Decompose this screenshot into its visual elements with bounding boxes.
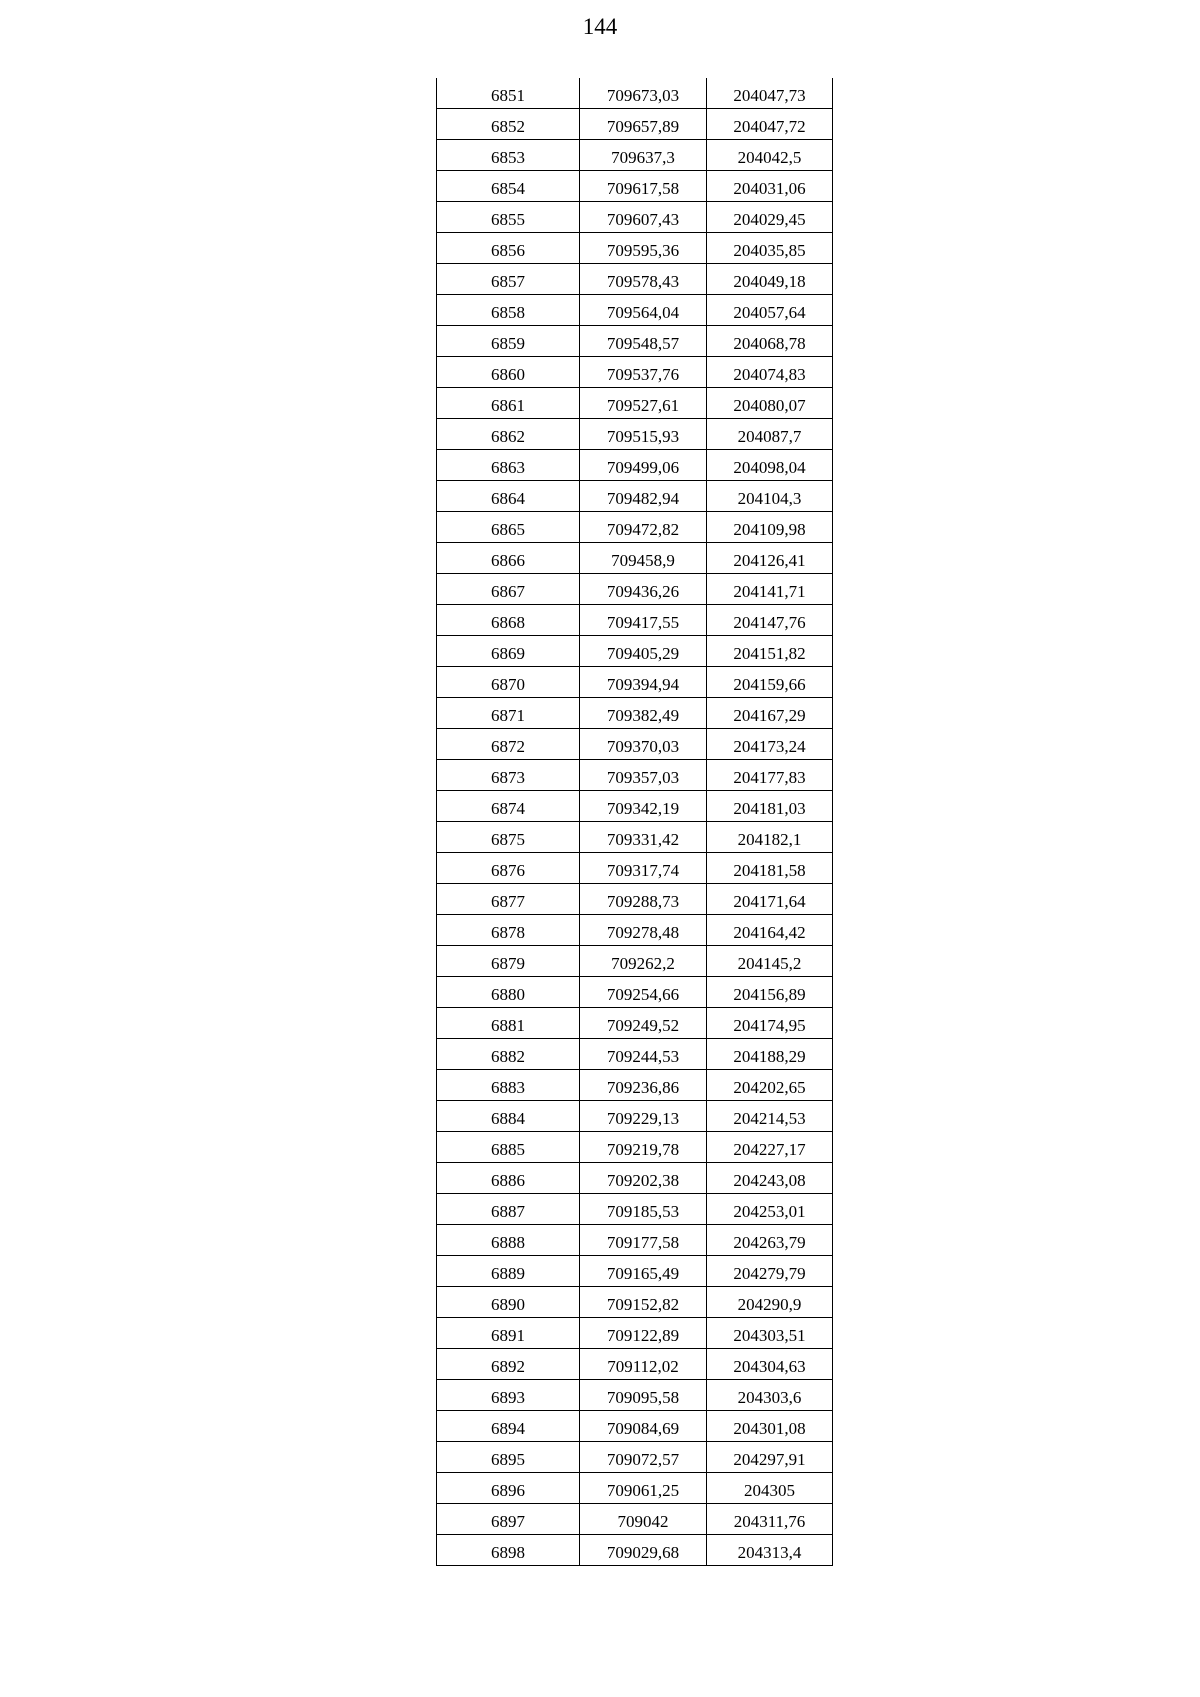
x-coordinate-cell: 709185,53 bbox=[580, 1194, 707, 1225]
point-number-cell: 6891 bbox=[437, 1318, 580, 1349]
y-coordinate-cell: 204305 bbox=[707, 1473, 833, 1504]
table-row bbox=[437, 977, 833, 1008]
point-number-cell: 6889 bbox=[437, 1256, 580, 1287]
y-coordinate-cell: 204057,64 bbox=[707, 295, 833, 326]
point-number-cell: 6855 bbox=[437, 202, 580, 233]
point-number-cell: 6882 bbox=[437, 1039, 580, 1070]
y-coordinate-cell: 204145,2 bbox=[707, 946, 833, 977]
table-row bbox=[437, 1039, 833, 1070]
point-number-cell: 6881 bbox=[437, 1008, 580, 1039]
point-number-cell: 6890 bbox=[437, 1287, 580, 1318]
point-number-cell: 6857 bbox=[437, 264, 580, 295]
table-row bbox=[437, 1318, 833, 1349]
x-coordinate-cell: 709249,52 bbox=[580, 1008, 707, 1039]
x-coordinate-cell: 709219,78 bbox=[580, 1132, 707, 1163]
x-coordinate-cell: 709112,02 bbox=[580, 1349, 707, 1380]
y-coordinate-cell: 204263,79 bbox=[707, 1225, 833, 1256]
x-coordinate-cell: 709236,86 bbox=[580, 1070, 707, 1101]
point-number-cell: 6888 bbox=[437, 1225, 580, 1256]
point-number-cell: 6875 bbox=[437, 822, 580, 853]
page-number: 144 bbox=[582, 14, 618, 39]
y-coordinate-cell: 204049,18 bbox=[707, 264, 833, 295]
y-coordinate-cell: 204311,76 bbox=[707, 1504, 833, 1535]
y-coordinate-cell: 204080,07 bbox=[707, 388, 833, 419]
x-coordinate-cell: 709527,61 bbox=[580, 388, 707, 419]
point-number-cell: 6892 bbox=[437, 1349, 580, 1380]
y-coordinate-cell: 204141,71 bbox=[707, 574, 833, 605]
x-coordinate-cell: 709342,19 bbox=[580, 791, 707, 822]
x-coordinate-cell: 709061,25 bbox=[580, 1473, 707, 1504]
table-row bbox=[437, 760, 833, 791]
table-row bbox=[437, 450, 833, 481]
x-coordinate-cell: 709084,69 bbox=[580, 1411, 707, 1442]
table-row bbox=[437, 140, 833, 171]
y-coordinate-cell: 204047,73 bbox=[707, 78, 833, 109]
point-number-cell: 6859 bbox=[437, 326, 580, 357]
table-row bbox=[437, 1380, 833, 1411]
table-row bbox=[437, 512, 833, 543]
coordinates-table-body bbox=[437, 78, 833, 1566]
x-coordinate-cell: 709548,57 bbox=[580, 326, 707, 357]
point-number-cell: 6897 bbox=[437, 1504, 580, 1535]
y-coordinate-cell: 204174,95 bbox=[707, 1008, 833, 1039]
x-coordinate-cell: 709152,82 bbox=[580, 1287, 707, 1318]
x-coordinate-cell: 709537,76 bbox=[580, 357, 707, 388]
y-coordinate-cell: 204164,42 bbox=[707, 915, 833, 946]
y-coordinate-cell: 204035,85 bbox=[707, 233, 833, 264]
point-number-cell: 6894 bbox=[437, 1411, 580, 1442]
table-row bbox=[437, 574, 833, 605]
y-coordinate-cell: 204074,83 bbox=[707, 357, 833, 388]
y-coordinate-cell: 204243,08 bbox=[707, 1163, 833, 1194]
y-coordinate-cell: 204156,89 bbox=[707, 977, 833, 1008]
y-coordinate-cell: 204029,45 bbox=[707, 202, 833, 233]
point-number-cell: 6860 bbox=[437, 357, 580, 388]
point-number-cell: 6862 bbox=[437, 419, 580, 450]
y-coordinate-cell: 204253,01 bbox=[707, 1194, 833, 1225]
table-row bbox=[437, 729, 833, 760]
x-coordinate-cell: 709331,42 bbox=[580, 822, 707, 853]
y-coordinate-cell: 204104,3 bbox=[707, 481, 833, 512]
point-number-cell: 6851 bbox=[437, 78, 580, 109]
table-row bbox=[437, 264, 833, 295]
table-row bbox=[437, 1535, 833, 1566]
point-number-cell: 6885 bbox=[437, 1132, 580, 1163]
y-coordinate-cell: 204182,1 bbox=[707, 822, 833, 853]
y-coordinate-cell: 204159,66 bbox=[707, 667, 833, 698]
x-coordinate-cell: 709229,13 bbox=[580, 1101, 707, 1132]
y-coordinate-cell: 204214,53 bbox=[707, 1101, 833, 1132]
table-row bbox=[437, 326, 833, 357]
x-coordinate-cell: 709417,55 bbox=[580, 605, 707, 636]
table-row bbox=[437, 1442, 833, 1473]
table-row bbox=[437, 1473, 833, 1504]
x-coordinate-cell: 709254,66 bbox=[580, 977, 707, 1008]
y-coordinate-cell: 204151,82 bbox=[707, 636, 833, 667]
x-coordinate-cell: 709317,74 bbox=[580, 853, 707, 884]
point-number-cell: 6878 bbox=[437, 915, 580, 946]
x-coordinate-cell: 709499,06 bbox=[580, 450, 707, 481]
table-row bbox=[437, 822, 833, 853]
x-coordinate-cell: 709657,89 bbox=[580, 109, 707, 140]
point-number-cell: 6893 bbox=[437, 1380, 580, 1411]
table-row bbox=[437, 357, 833, 388]
point-number-cell: 6867 bbox=[437, 574, 580, 605]
x-coordinate-cell: 709370,03 bbox=[580, 729, 707, 760]
table-row bbox=[437, 388, 833, 419]
point-number-cell: 6864 bbox=[437, 481, 580, 512]
x-coordinate-cell: 709637,3 bbox=[580, 140, 707, 171]
x-coordinate-cell: 709564,04 bbox=[580, 295, 707, 326]
table-row bbox=[437, 109, 833, 140]
coordinates-table bbox=[436, 78, 833, 1566]
point-number-cell: 6863 bbox=[437, 450, 580, 481]
point-number-cell: 6868 bbox=[437, 605, 580, 636]
point-number-cell: 6887 bbox=[437, 1194, 580, 1225]
y-coordinate-cell: 204068,78 bbox=[707, 326, 833, 357]
x-coordinate-cell: 709042 bbox=[580, 1504, 707, 1535]
x-coordinate-cell: 709472,82 bbox=[580, 512, 707, 543]
x-coordinate-cell: 709458,9 bbox=[580, 543, 707, 574]
x-coordinate-cell: 709165,49 bbox=[580, 1256, 707, 1287]
x-coordinate-cell: 709436,26 bbox=[580, 574, 707, 605]
point-number-cell: 6874 bbox=[437, 791, 580, 822]
y-coordinate-cell: 204188,29 bbox=[707, 1039, 833, 1070]
point-number-cell: 6861 bbox=[437, 388, 580, 419]
table-row bbox=[437, 884, 833, 915]
y-coordinate-cell: 204313,4 bbox=[707, 1535, 833, 1566]
point-number-cell: 6883 bbox=[437, 1070, 580, 1101]
x-coordinate-cell: 709515,93 bbox=[580, 419, 707, 450]
point-number-cell: 6877 bbox=[437, 884, 580, 915]
x-coordinate-cell: 709578,43 bbox=[580, 264, 707, 295]
y-coordinate-cell: 204087,7 bbox=[707, 419, 833, 450]
x-coordinate-cell: 709029,68 bbox=[580, 1535, 707, 1566]
y-coordinate-cell: 204047,72 bbox=[707, 109, 833, 140]
point-number-cell: 6854 bbox=[437, 171, 580, 202]
table-row bbox=[437, 171, 833, 202]
point-number-cell: 6880 bbox=[437, 977, 580, 1008]
table-row bbox=[437, 791, 833, 822]
table-row bbox=[437, 1256, 833, 1287]
table-row bbox=[437, 419, 833, 450]
point-number-cell: 6879 bbox=[437, 946, 580, 977]
x-coordinate-cell: 709382,49 bbox=[580, 698, 707, 729]
y-coordinate-cell: 204303,51 bbox=[707, 1318, 833, 1349]
x-coordinate-cell: 709357,03 bbox=[580, 760, 707, 791]
x-coordinate-cell: 709177,58 bbox=[580, 1225, 707, 1256]
y-coordinate-cell: 204181,03 bbox=[707, 791, 833, 822]
table-row bbox=[437, 295, 833, 326]
table-row bbox=[437, 1163, 833, 1194]
table-row bbox=[437, 78, 833, 109]
table-row bbox=[437, 605, 833, 636]
x-coordinate-cell: 709202,38 bbox=[580, 1163, 707, 1194]
x-coordinate-cell: 709595,36 bbox=[580, 233, 707, 264]
table-row bbox=[437, 915, 833, 946]
x-coordinate-cell: 709482,94 bbox=[580, 481, 707, 512]
point-number-cell: 6876 bbox=[437, 853, 580, 884]
y-coordinate-cell: 204304,63 bbox=[707, 1349, 833, 1380]
point-number-cell: 6895 bbox=[437, 1442, 580, 1473]
table-row bbox=[437, 636, 833, 667]
y-coordinate-cell: 204147,76 bbox=[707, 605, 833, 636]
table-row bbox=[437, 233, 833, 264]
table-row bbox=[437, 1070, 833, 1101]
table-row bbox=[437, 1225, 833, 1256]
x-coordinate-cell: 709607,43 bbox=[580, 202, 707, 233]
table-row bbox=[437, 1411, 833, 1442]
x-coordinate-cell: 709095,58 bbox=[580, 1380, 707, 1411]
point-number-cell: 6870 bbox=[437, 667, 580, 698]
point-number-cell: 6898 bbox=[437, 1535, 580, 1566]
table-row bbox=[437, 667, 833, 698]
point-number-cell: 6873 bbox=[437, 760, 580, 791]
y-coordinate-cell: 204279,79 bbox=[707, 1256, 833, 1287]
y-coordinate-cell: 204109,98 bbox=[707, 512, 833, 543]
x-coordinate-cell: 709072,57 bbox=[580, 1442, 707, 1473]
table-row bbox=[437, 946, 833, 977]
x-coordinate-cell: 709617,58 bbox=[580, 171, 707, 202]
x-coordinate-cell: 709122,89 bbox=[580, 1318, 707, 1349]
table-row bbox=[437, 1101, 833, 1132]
y-coordinate-cell: 204297,91 bbox=[707, 1442, 833, 1473]
y-coordinate-cell: 204171,64 bbox=[707, 884, 833, 915]
x-coordinate-cell: 709278,48 bbox=[580, 915, 707, 946]
table-row bbox=[437, 1008, 833, 1039]
x-coordinate-cell: 709288,73 bbox=[580, 884, 707, 915]
y-coordinate-cell: 204202,65 bbox=[707, 1070, 833, 1101]
table-row bbox=[437, 1349, 833, 1380]
table-row bbox=[437, 202, 833, 233]
point-number-cell: 6872 bbox=[437, 729, 580, 760]
table-row bbox=[437, 853, 833, 884]
table-row bbox=[437, 698, 833, 729]
x-coordinate-cell: 709394,94 bbox=[580, 667, 707, 698]
table-row bbox=[437, 1287, 833, 1318]
table-row bbox=[437, 481, 833, 512]
y-coordinate-cell: 204301,08 bbox=[707, 1411, 833, 1442]
point-number-cell: 6886 bbox=[437, 1163, 580, 1194]
y-coordinate-cell: 204173,24 bbox=[707, 729, 833, 760]
point-number-cell: 6871 bbox=[437, 698, 580, 729]
table-row bbox=[437, 543, 833, 574]
y-coordinate-cell: 204167,29 bbox=[707, 698, 833, 729]
point-number-cell: 6853 bbox=[437, 140, 580, 171]
table-row bbox=[437, 1504, 833, 1535]
point-number-cell: 6865 bbox=[437, 512, 580, 543]
x-coordinate-cell: 709673,03 bbox=[580, 78, 707, 109]
y-coordinate-cell: 204181,58 bbox=[707, 853, 833, 884]
point-number-cell: 6866 bbox=[437, 543, 580, 574]
table-row bbox=[437, 1194, 833, 1225]
y-coordinate-cell: 204126,41 bbox=[707, 543, 833, 574]
y-coordinate-cell: 204303,6 bbox=[707, 1380, 833, 1411]
point-number-cell: 6858 bbox=[437, 295, 580, 326]
x-coordinate-cell: 709405,29 bbox=[580, 636, 707, 667]
point-number-cell: 6884 bbox=[437, 1101, 580, 1132]
point-number-cell: 6856 bbox=[437, 233, 580, 264]
point-number-cell: 6896 bbox=[437, 1473, 580, 1504]
y-coordinate-cell: 204290,9 bbox=[707, 1287, 833, 1318]
point-number-cell: 6852 bbox=[437, 109, 580, 140]
y-coordinate-cell: 204227,17 bbox=[707, 1132, 833, 1163]
y-coordinate-cell: 204177,83 bbox=[707, 760, 833, 791]
point-number-cell: 6869 bbox=[437, 636, 580, 667]
y-coordinate-cell: 204031,06 bbox=[707, 171, 833, 202]
table-row bbox=[437, 1132, 833, 1163]
y-coordinate-cell: 204098,04 bbox=[707, 450, 833, 481]
x-coordinate-cell: 709244,53 bbox=[580, 1039, 707, 1070]
x-coordinate-cell: 709262,2 bbox=[580, 946, 707, 977]
y-coordinate-cell: 204042,5 bbox=[707, 140, 833, 171]
